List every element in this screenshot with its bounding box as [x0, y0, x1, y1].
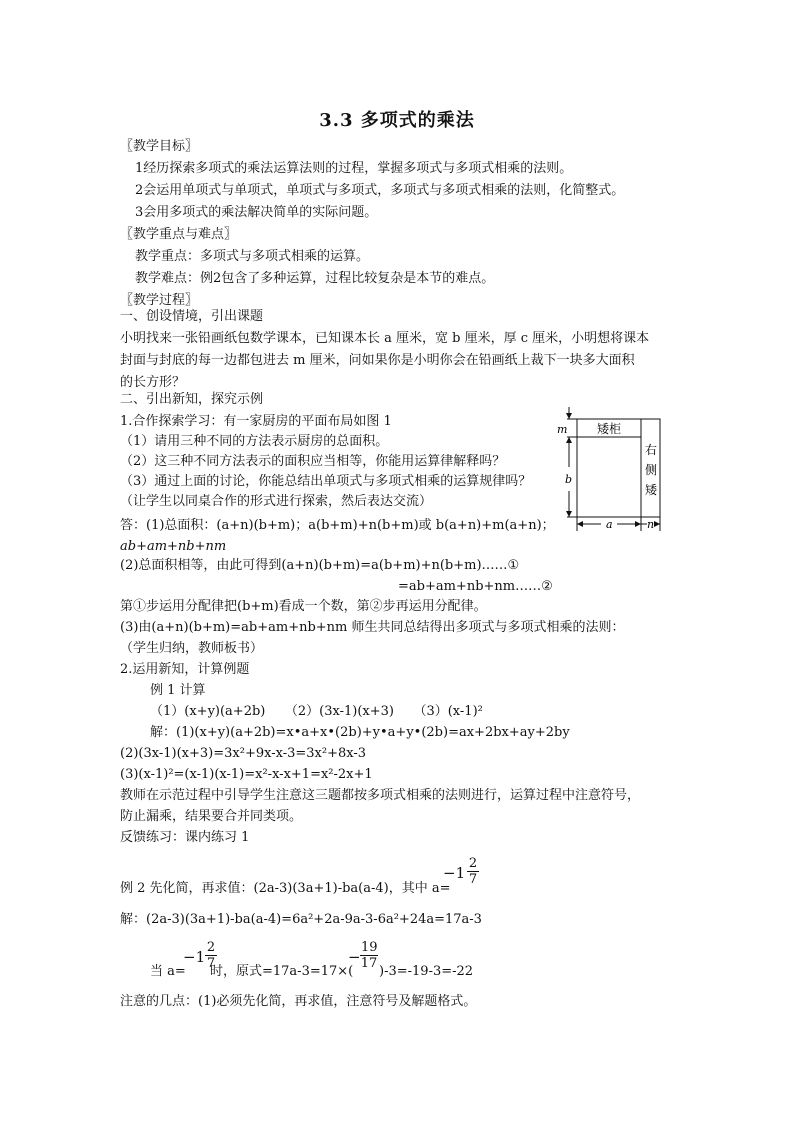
kitchen-layout-figure	[555, 405, 685, 535]
teacher-note-2: 防止漏乘，结果要合并同类项。	[120, 809, 303, 824]
goal-2: 2会运用单项式与单项式，单项式与多项式，多项式与多项式相乘的法则，化简整式。	[135, 183, 625, 198]
label-a: a	[606, 518, 613, 531]
attention-note: 注意的几点：(1)必须先化简，再求值，注意符号及解题格式。	[120, 994, 477, 1009]
fraction-denominator: 7	[468, 872, 478, 887]
part-1-heading: 一、创设情境，引出课题	[120, 309, 264, 324]
section-process: 〖教学过程〗	[120, 293, 199, 308]
solution-3: (3)(x-1)²=(x-1)(x-1)=x²-x-x+1=x²-2x+1	[120, 767, 373, 782]
label-m: m	[557, 423, 568, 436]
substitute-result: )-3=-19-3=-22	[379, 964, 474, 979]
solution-2: (2)(3x-1)(x+3)=3x²+9x-x-3=3x²+8x-3	[120, 746, 367, 761]
fraction-sign: −	[348, 948, 361, 966]
example-2: 例 2 先化简，再求值：(2a-3)(3a+1)-ba(a-4)，其中 a=	[120, 881, 451, 896]
feedback-exercise: 反馈练习：课内练习 1	[120, 830, 250, 845]
answer-2-cont: =ab+am+nb+nm……②	[398, 579, 553, 594]
fraction-numerator: 2	[206, 940, 216, 955]
section-goals: 〖教学目标〗	[120, 139, 199, 154]
answer-1-cont: ab+am+nb+nm	[120, 539, 227, 554]
fraction-sign: −1	[183, 948, 206, 966]
example-2-solution: 解：(2a-3)(3a+1)-ba(a-4)=6a²+2a-9a-3-6a²+24a=17a-3	[120, 912, 482, 927]
goal-1: 1经历探索多项式的乘法运算法则的过程，掌握多项式与多项式相乘的法则。	[135, 161, 573, 176]
question-note: （让学生以同桌合作的形式进行探索，然后表达交流）	[120, 494, 433, 509]
difficulty-point: 教学难点：例2包含了多种运算，过程比较复杂是本节的难点。	[135, 271, 495, 286]
label-right-side-2: 侧	[645, 463, 658, 477]
apply-heading: 2.运用新知，计算例题	[120, 662, 250, 677]
fraction-sign: −1	[443, 864, 466, 882]
fraction-numerator: 2	[468, 856, 478, 871]
part-2-heading: 二、引出新知，探究示例	[120, 392, 264, 407]
substitute-when: 当 a=	[150, 964, 186, 979]
example-1-problems: （1）(x+y)(a+2b) （2）(3x-1)(x+3) （3）(x-1)²	[150, 704, 483, 719]
label-right-side-3: 矮	[645, 483, 658, 497]
scenario-line-1: 小明找来一张铅画纸包数学课本，已知课本长 a 厘米，宽 b 厘米，厚 c 厘米，小明想将课本	[120, 331, 650, 346]
example-1-heading: 例 1 计算	[150, 683, 206, 698]
label-n: n	[647, 518, 655, 531]
label-cabinet: 矮柜	[597, 422, 622, 436]
answer-1: 答：(1)总面积：(a+n)(b+m)；a(b+m)+n(b+m)或 b(a+n)+m(a+n)；	[120, 518, 555, 533]
answer-3: (3)由(a+n)(b+m)=ab+am+nb+nm 师生共同总结得出多项式与多项式相乘的法则：	[120, 620, 625, 635]
fraction-denominator: 7	[206, 956, 216, 971]
question-2: （2）这三种不同方法表示的面积应当相等，你能用运算律解释吗？	[120, 454, 506, 469]
label-right-side-1: 右	[645, 443, 658, 457]
goal-3: 3会用多项式的乘法解决简单的实际问题。	[135, 205, 378, 220]
substitute-middle: 时，原式=17a-3=17×(	[210, 964, 354, 979]
question-3: （3）通过上面的讨论，你能总结出单项式与多项式相乘的运算规律吗？	[120, 474, 532, 489]
question-1: （1）请用三种不同的方法表示厨房的总面积。	[120, 434, 389, 449]
solution-1: 解：(1)(x+y)(a+2b)=x•a+x•(2b)+y•a+y•(2b)=ax+2bx+ay+2by	[150, 725, 570, 740]
scenario-line-3: 的长方形？	[120, 375, 186, 390]
explore-intro: 1.合作探索学习：有一家厨房的平面布局如图 1	[120, 414, 392, 429]
scenario-line-2: 封面与封底的每一边都包进去 m 厘米，问如果你是小明你会在铅画纸上裁下一块多大面积	[120, 353, 635, 368]
teacher-note-1: 教师在示范过程中引导学生注意这三题都按多项式相乘的法则进行，运算过程中注意符号，	[120, 788, 641, 803]
label-b: b	[565, 473, 573, 486]
fraction-denominator: 17	[360, 956, 378, 971]
page-title: 3.3 多项式的乘法	[319, 110, 475, 131]
fraction-numerator: 19	[361, 940, 378, 955]
answer-summary: （学生归纳，教师板书）	[120, 641, 264, 656]
key-point: 教学重点：多项式与多项式相乘的运算。	[135, 249, 370, 264]
section-key-points: 〖教学重点与难点〗	[120, 227, 238, 242]
answer-step-note: 第①步运用分配律把(b+m)看成一个数，第②步再运用分配律。	[120, 599, 487, 614]
answer-2: (2)总面积相等，由此可得到(a+n)(b+m)=a(b+m)+n(b+m)……①	[120, 558, 520, 573]
